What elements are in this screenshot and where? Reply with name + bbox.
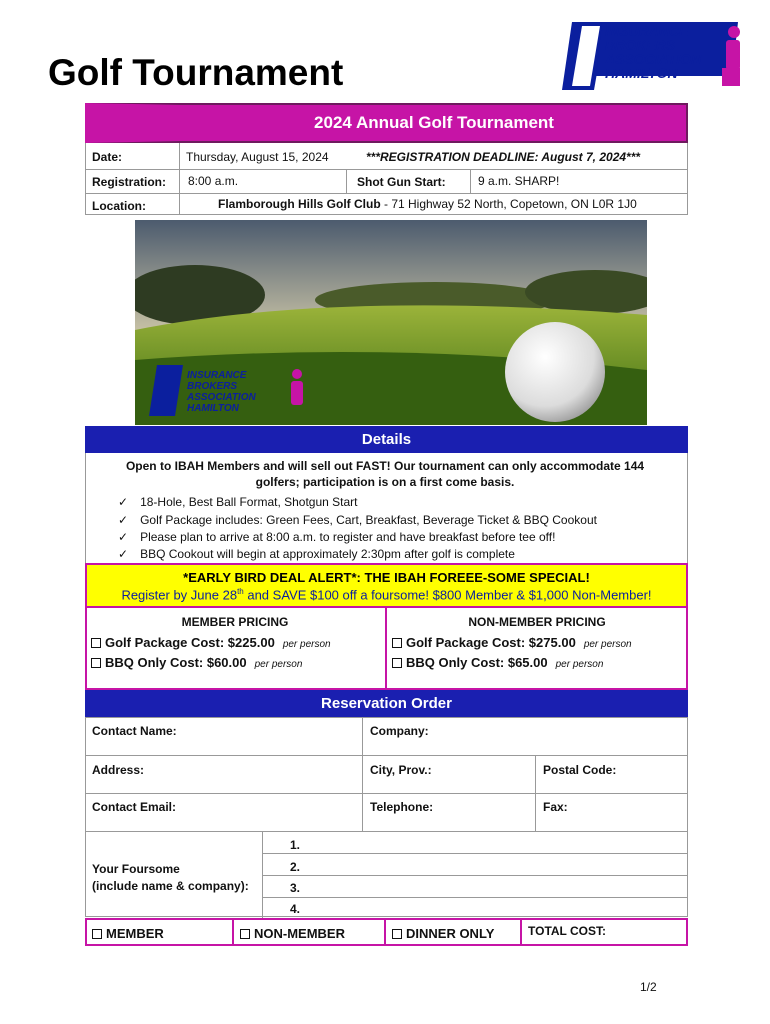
fax-field[interactable]: Fax:	[543, 800, 568, 814]
details-item: ✓ 18-Hole, Best Ball Format, Shotgun Start	[118, 495, 358, 509]
early-bird-alert	[85, 563, 688, 608]
alert-offer: Register by June 28th and SAVE $100 off a foursome! $800 Member & $1,000 Non-Member!	[121, 587, 652, 603]
shotgun-label: Shot Gun Start:	[357, 175, 446, 189]
svg-text:HAMILTON: HAMILTON	[187, 403, 239, 414]
date-value: Thursday, August 15, 2024	[186, 150, 329, 164]
registration-deadline: ***REGISTRATION DEADLINE: August 7, 2024***	[366, 150, 641, 164]
contact-name-field[interactable]: Contact Name:	[92, 724, 177, 738]
nonmember-checkbox[interactable]: NON-MEMBER	[240, 926, 345, 941]
member-pricing-heading: MEMBER PRICING	[181, 615, 289, 629]
alert-headline: *EARLY BIRD DEAL ALERT*: THE IBAH FOREEE-SOME SPECIAL!	[183, 570, 590, 585]
email-field[interactable]: Contact Email:	[92, 800, 177, 814]
checkbox-icon	[91, 638, 101, 648]
location-label: Location:	[92, 199, 146, 213]
nonmember-bbq-price: BBQ Only Cost: $65.00 per person	[392, 655, 603, 670]
date-label: Date:	[92, 150, 123, 164]
reservation-heading: Reservation Order	[85, 690, 688, 717]
nonmember-golf-price: Golf Package Cost: $275.00 per person	[392, 635, 632, 650]
postal-code-field[interactable]: Postal Code:	[543, 763, 617, 777]
check-icon: ✓	[118, 530, 129, 544]
dinner-only-checkbox[interactable]: DINNER ONLY	[392, 926, 494, 941]
address-field[interactable]: Address:	[92, 763, 145, 777]
checkbox-icon	[392, 658, 402, 668]
shotgun-value: 9 a.m. SHARP!	[478, 174, 560, 188]
page-number: 1/2	[640, 980, 657, 994]
member-golf-price: Golf Package Cost: $225.00 per person	[91, 635, 331, 650]
checkbox-icon	[240, 929, 250, 939]
location-value: Flamborough Hills Golf Club - 71 Highway 52 North, Copetown, ON L0R 1J0	[218, 197, 637, 211]
total-cost-field[interactable]: TOTAL COST:	[528, 924, 606, 938]
member-bbq-price: BBQ Only Cost: $60.00 per person	[91, 655, 302, 670]
check-icon: ✓	[118, 513, 129, 527]
city-field[interactable]: City, Prov.:	[370, 763, 432, 777]
details-intro: Open to IBAH Members and will sell out FAST! Our tournament can only accommodate 144 golfers; participation is on a first come basis.	[125, 459, 645, 489]
foursome-slot-3[interactable]: 3.	[290, 881, 301, 895]
check-icon: ✓	[118, 547, 129, 561]
checkbox-icon	[91, 658, 101, 668]
details-item: ✓ BBQ Cookout will begin at approximately 2:30pm after golf is complete	[118, 547, 515, 561]
company-field[interactable]: Company:	[370, 724, 429, 738]
foursome-slot-2[interactable]: 2.	[290, 860, 301, 874]
registration-value: 8:00 a.m.	[188, 174, 239, 188]
logo-text: INSURANCE BROKERS ASSOCIATION HAMILTON	[605, 23, 702, 81]
checkbox-icon	[392, 929, 402, 939]
telephone-field[interactable]: Telephone:	[370, 800, 434, 814]
details-heading: Details	[85, 426, 688, 453]
event-banner-title: 2024 Annual Golf Tournament	[314, 113, 554, 132]
page-title: Golf Tournament	[48, 52, 344, 93]
registration-label: Registration:	[92, 175, 167, 189]
checkbox-icon	[392, 638, 402, 648]
foursome-label: Your Foursome (include name & company):	[92, 862, 249, 893]
nonmember-pricing-heading: NON-MEMBER PRICING	[468, 615, 606, 629]
details-item: ✓ Please plan to arrive at 8:00 a.m. to register and have breakfast before tee off!	[118, 530, 556, 544]
svg-text:INSURANCE: INSURANCE	[187, 370, 247, 381]
foursome-slot-1[interactable]: 1.	[290, 838, 301, 852]
details-item: ✓ Golf Package includes: Green Fees, Cart, Breakfast, Beverage Ticket & BBQ Cookout	[118, 513, 597, 527]
check-icon: ✓	[118, 495, 129, 509]
svg-text:BROKERS: BROKERS	[187, 381, 238, 392]
golf-ball-photo	[135, 220, 647, 425]
foursome-slot-4[interactable]: 4.	[290, 902, 301, 916]
svg-text:ASSOCIATION: ASSOCIATION	[187, 392, 256, 403]
member-checkbox[interactable]: MEMBER	[92, 926, 164, 941]
checkbox-icon	[92, 929, 102, 939]
